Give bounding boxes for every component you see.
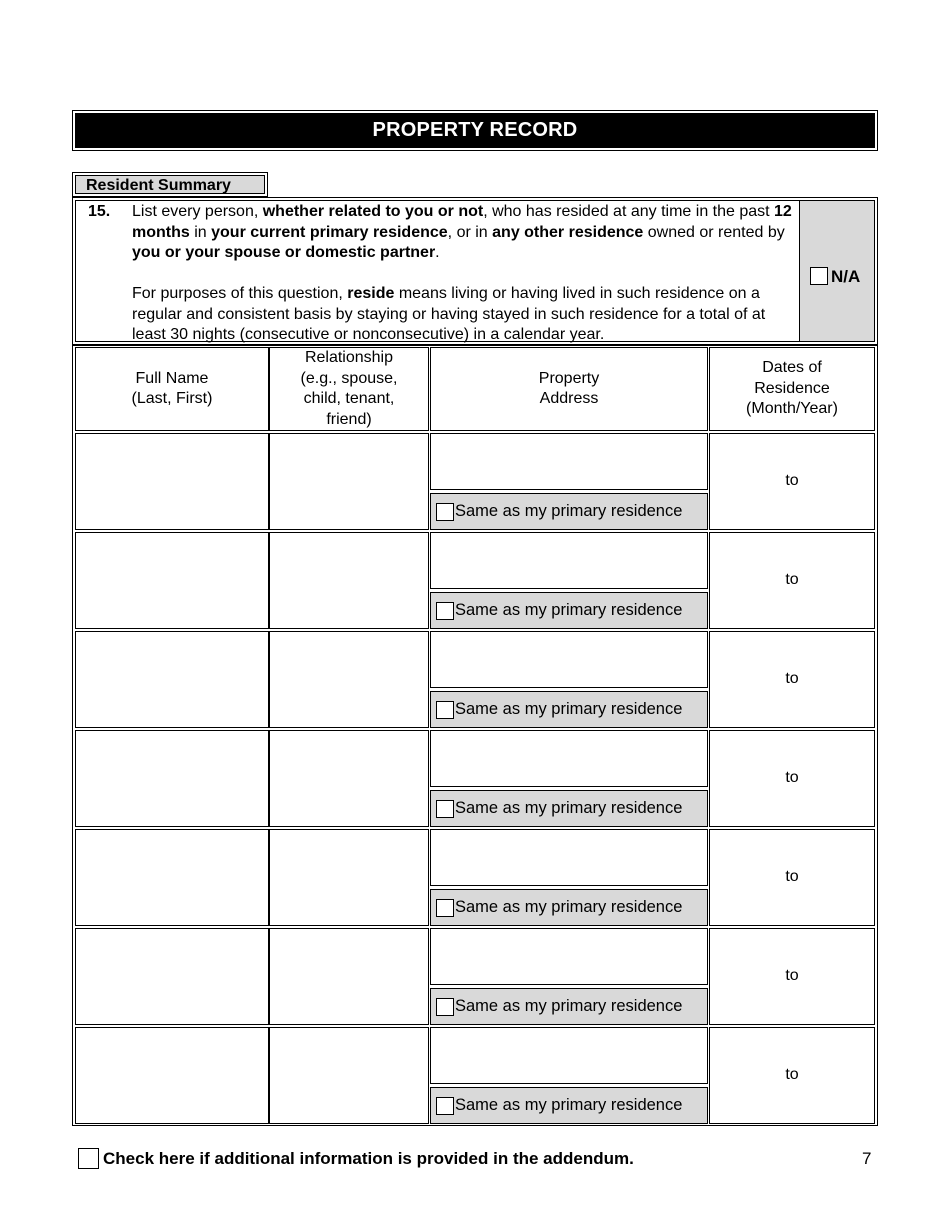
name-cell[interactable]: [75, 928, 269, 1025]
question-text-segment: means living or having lived in such residence on a regular and consistent basis by staying or having stayed in such residence for a total of at least 30 nights (consecutive or nonconsecutive) in a calendar year.: [132, 285, 766, 343]
page-number: 7: [862, 1149, 872, 1168]
same-as-primary-checkbox[interactable]: [436, 701, 454, 719]
header-text: [539, 369, 599, 410]
header-text: [746, 358, 838, 420]
question-text-segment: whether related to you or not: [262, 203, 484, 220]
header-relationship: [269, 347, 429, 431]
header-line: Property: [538, 369, 600, 387]
question-text-segment: reside: [347, 285, 395, 302]
same-as-primary-checkbox[interactable]: [436, 800, 454, 818]
dates-cell[interactable]: [709, 532, 875, 629]
name-cell[interactable]: [75, 433, 269, 530]
dates-to-label: to: [785, 967, 799, 984]
same-as-primary-label: Same as my primary residence: [455, 502, 683, 520]
header-line: (Month/Year): [746, 400, 838, 418]
same-as-primary-option[interactable]: [430, 691, 708, 728]
header-line: Dates of: [762, 359, 822, 377]
same-as-primary-label: Same as my primary residence: [455, 1096, 683, 1114]
question-text-segment: 12 months: [132, 203, 792, 241]
question-text-segment: List every person,: [132, 203, 263, 220]
question-text-segment: your current primary residence: [211, 223, 448, 241]
question-text-segment: For purposes of this question,: [132, 285, 348, 302]
same-as-primary-checkbox[interactable]: [436, 1097, 454, 1115]
address-cell: [430, 829, 708, 926]
address-input[interactable]: [430, 928, 708, 985]
dates-to-label: to: [785, 670, 799, 687]
dates-cell[interactable]: [709, 829, 875, 926]
header-address: [430, 347, 708, 431]
header-line: (e.g., spouse,: [300, 369, 398, 387]
relationship-cell[interactable]: [269, 1027, 429, 1124]
name-cell[interactable]: [75, 829, 269, 926]
dates-cell[interactable]: [709, 1027, 875, 1124]
dates-to-label: to: [785, 472, 799, 489]
address-cell: [430, 730, 708, 827]
page-title: PROPERTY RECORD: [75, 113, 875, 148]
same-as-primary-label: Same as my primary residence: [455, 997, 683, 1015]
addendum-label: Check here if additional information is provided in the addendum.: [103, 1149, 634, 1168]
question-text-segment: , or in: [447, 223, 493, 241]
na-box: [799, 200, 875, 342]
same-as-primary-checkbox[interactable]: [436, 602, 454, 620]
header-dates: [709, 347, 875, 431]
question-text-box: [75, 200, 869, 342]
question-text-segment: any other residence: [492, 223, 644, 241]
header-line: Relationship: [304, 349, 394, 366]
header-name: [75, 347, 269, 431]
dates-to-label: to: [785, 571, 799, 588]
dates-cell[interactable]: [709, 631, 875, 728]
name-cell[interactable]: [75, 1027, 269, 1124]
question-text-segment: owned or rented by: [643, 223, 785, 241]
question-text-segment: .: [435, 244, 440, 261]
header-line: child, tenant,: [303, 390, 395, 407]
relationship-cell[interactable]: [269, 730, 429, 827]
same-as-primary-option[interactable]: [430, 790, 708, 827]
dates-cell[interactable]: [709, 433, 875, 530]
dates-to-label: to: [785, 769, 799, 786]
same-as-primary-label: Same as my primary residence: [455, 898, 683, 916]
addendum-checkbox[interactable]: [78, 1148, 99, 1169]
same-as-primary-label: Same as my primary residence: [455, 700, 683, 718]
address-input[interactable]: [430, 532, 708, 589]
address-cell: [430, 1027, 708, 1124]
name-cell[interactable]: [75, 631, 269, 728]
title-banner: [72, 110, 878, 151]
header-line: Address: [539, 390, 599, 407]
address-cell: [430, 433, 708, 530]
relationship-cell[interactable]: [269, 928, 429, 1025]
question-number: 15.: [88, 203, 111, 220]
dates-to-label: to: [785, 868, 799, 885]
same-as-primary-option[interactable]: [430, 493, 708, 530]
same-as-primary-option[interactable]: [430, 889, 708, 926]
address-cell: [430, 532, 708, 629]
address-input[interactable]: [430, 433, 708, 490]
address-input[interactable]: [430, 1027, 708, 1084]
header-line: (Last, First): [131, 390, 213, 407]
same-as-primary-option[interactable]: [430, 1087, 708, 1124]
same-as-primary-label: Same as my primary residence: [455, 601, 683, 619]
relationship-cell[interactable]: [269, 829, 429, 926]
relationship-cell[interactable]: [269, 532, 429, 629]
address-input[interactable]: [430, 730, 708, 787]
question-paragraph-2: [132, 284, 796, 346]
address-input[interactable]: [430, 829, 708, 886]
na-label: N/A: [831, 267, 861, 286]
resident-table: [72, 345, 878, 1126]
relationship-cell[interactable]: [269, 433, 429, 530]
header-line: friend): [326, 410, 372, 428]
question-paragraph-1: [132, 202, 796, 264]
same-as-primary-label: Same as my primary residence: [455, 799, 683, 817]
same-as-primary-checkbox[interactable]: [436, 998, 454, 1016]
header-line: Residence: [754, 379, 830, 397]
question-block: [72, 197, 878, 345]
question-text-segment: in: [189, 223, 212, 241]
name-cell[interactable]: [75, 730, 269, 827]
dates-to-label: to: [785, 1066, 799, 1083]
header-line: Full Name: [135, 369, 209, 387]
na-checkbox[interactable]: [810, 267, 828, 285]
dates-cell[interactable]: [709, 730, 875, 827]
address-cell: [430, 928, 708, 1025]
same-as-primary-option[interactable]: [430, 988, 708, 1025]
name-cell[interactable]: [75, 532, 269, 629]
same-as-primary-checkbox[interactable]: [436, 899, 454, 917]
same-as-primary-checkbox[interactable]: [436, 503, 454, 521]
section-tab: [72, 172, 268, 197]
relationship-cell[interactable]: [269, 631, 429, 728]
same-as-primary-option[interactable]: [430, 592, 708, 629]
address-cell: [430, 631, 708, 728]
header-text: [301, 348, 398, 430]
question-text-segment: , who has resided at any time in the past: [483, 203, 775, 220]
section-title: Resident Summary: [75, 175, 265, 194]
header-text: [132, 369, 213, 410]
question-text-segment: you or your spouse or domestic partner: [132, 244, 436, 261]
dates-cell[interactable]: [709, 928, 875, 1025]
address-input[interactable]: [430, 631, 708, 688]
